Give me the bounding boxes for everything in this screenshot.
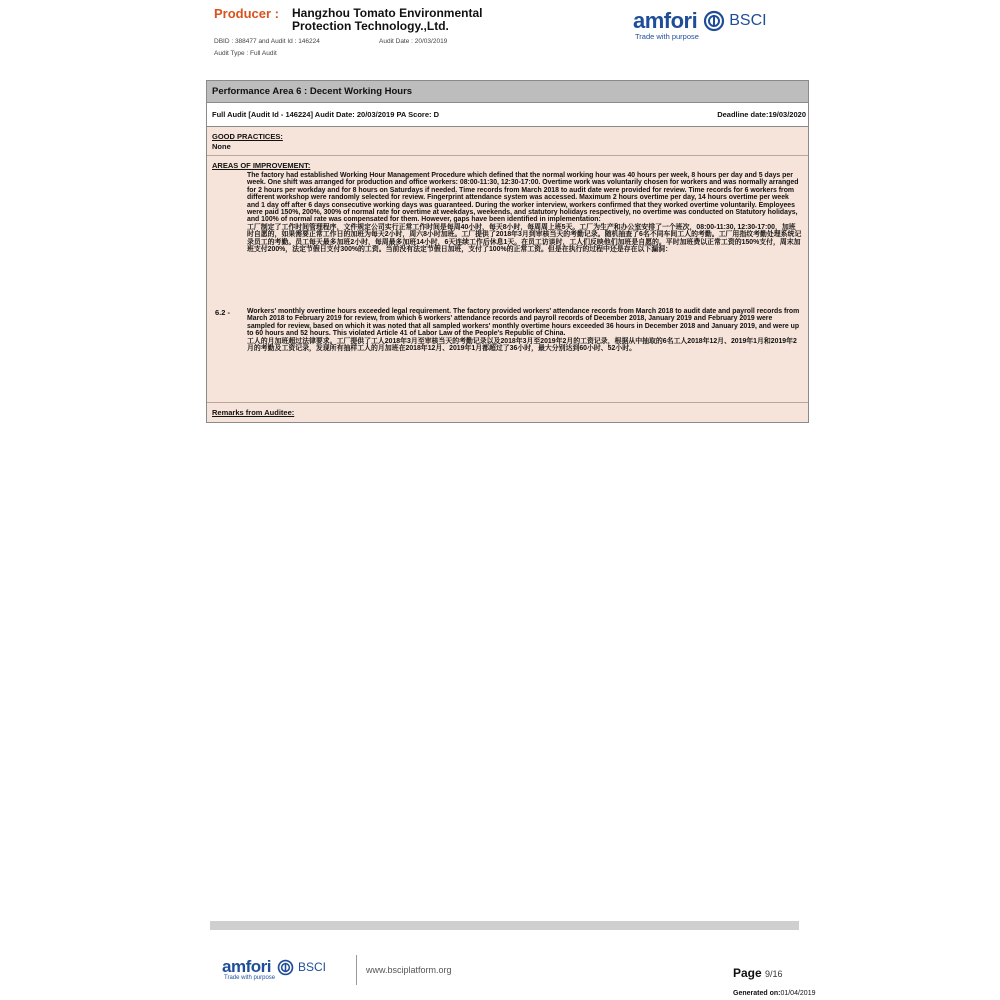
footer-bar [210,921,799,930]
section-title: Performance Area 6 : Decent Working Hours [207,81,808,103]
deadline-date: Deadline date:19/03/2020 [717,110,806,119]
amfori-bsci-logo [633,8,767,41]
audit-info: Full Audit [Audit Id - 146224] Audit Date: 20/03/2019 PA Score: D [212,110,439,119]
page-label: Page [733,966,762,980]
generated-label: Generated on: [733,990,781,997]
dbid-text: DBID : 388477 and Audit Id : 146224 [214,38,320,45]
amfori-ring-icon [703,10,725,32]
page-number [733,966,783,980]
remarks-heading: Remarks from Auditee: [212,408,295,417]
generated-on [733,990,816,997]
item-1-chinese: 工厂制定了工作时间管理程序，文件规定公司实行正常工作时间是每周40小时，每天8小时，每周周上班5天。工厂为生产和办公室安排了一个班次，08:00-11:30, 12:30-17:00，加班时自愿的，如果需要正常工作日的加班为每天2小时，周六8小时加班。工厂提供了2018年3月到审核当天的考勤记录。随机抽查了6名不同车间工人的考勤。工厂用指纹考勤处理系统记录员工的考勤。员工每天最多加班2小时，每周最多加班14小时，6天连续工作后休息1天。在员工访谈时，工人们反映他们加班是自愿的。平时加班费以正常工资的150%支付，周末加班支付200%，法定节假日支付300%的工资。当前没有法定节假日加班，支付了100%的正常工资。但是在执行的过程中还是存在以下漏洞： [247,223,802,254]
audit-type-text: Audit Type : Full Audit [214,50,277,57]
producer-name: Hangzhou Tomato Environmental Protection Technology.,Ltd. [292,6,483,33]
item-2-chinese: 工人的月加班超过法律要求。工厂提供了工人2018年3月至审核当天的考勤记录以及2018年3月至2019年2月的工资记录，根据从中抽取的6名工人2018年12月、2019年1月和2019年2月的考勤及工资记录，发现所有抽样工人的月加班在2018年12月、2019年1月都超过了36小时，最大分别达到60小时、52小时。 [247,337,797,353]
footer-logo-tagline: Trade with purpose [224,975,276,981]
page-count: 9/16 [765,969,783,979]
good-practices-heading: GOOD PRACTICES: [212,132,283,141]
footer-amfori-ring-icon [277,959,294,976]
producer-label: Producer : [214,6,280,21]
footer-logo-bsci: BSCI [297,960,326,974]
footer-amfori-logo [222,957,326,981]
footer-logo-word: amfori [222,957,271,976]
logo-tagline: Trade with purpose [635,32,699,41]
item-2-english: Workers' monthly overtime hours exceeded legal requirement. The factory provided workers' attendance records from March 2018 to audit date and payroll records from March 2018 to February 2019 for review, from which 6 workers' attendance records and payroll records of December 2018, January 2019 and February 2019 were sampled for review, based on which it was noted that all sampled workers' monthly overtime hours exceeded 36 hours in December 2018 and January 2019, and were up to 60 hours and 52 hours. This violated Article 41 of Labor Law of the People's Republic of China. [247,308,800,338]
item-2-number: 6.2 - [215,308,231,317]
good-practices-text: None [212,142,231,151]
performance-area-box [206,80,809,423]
areas-heading: AREAS OF IMPROVEMENT: [212,161,311,170]
generated-date: 01/04/2019 [780,990,816,997]
logo-bsci: BSCI [729,12,767,29]
item-1-english: The factory had established Working Hour Management Procedure which defined that the normal working hour was 40 hours per week, 8 hours per day and 5 days per week. One shift was arranged for production and office workers: 08:00-11:30, 12:30-17:00. Overtime work was voluntarily chosen for workers and was normally arranged for 2 hours per workday and for 8 hours on Saturdays if needed. Time records from March 2018 to audit date were provided for review. Time records for 6 workers from different workshop were randomly selected for review. Fingerprint attendance system was accessed. Maximum 2 hours overtime per day, 14 hours overtime per week and 1 day off after 6 days consecutive working days was guaranteed. During the worker interview, workers confirmed that they worked overtime voluntarily. Employees were paid 150%, 200%, 300% of normal rate for overtime at weekdays, weekends, and statutory holidays respectively, no overtime was conducted on Statutory holidays, and 100% of normal rate was compensated for them. However, gaps have been identified in implementation: [247,172,799,224]
improvement-item-2 [247,308,802,352]
good-practices-section [207,127,808,156]
footer-website-link[interactable]: www.bsciplatform.org [366,965,452,975]
logo-word: amfori [633,8,698,33]
audit-date-text: Audit Date : 20/03/2019 [379,38,448,45]
remarks-section [207,403,808,422]
areas-of-improvement-section [207,156,808,403]
footer-divider [356,955,357,985]
improvement-item-1 [247,172,802,253]
audit-info-row [207,103,808,127]
